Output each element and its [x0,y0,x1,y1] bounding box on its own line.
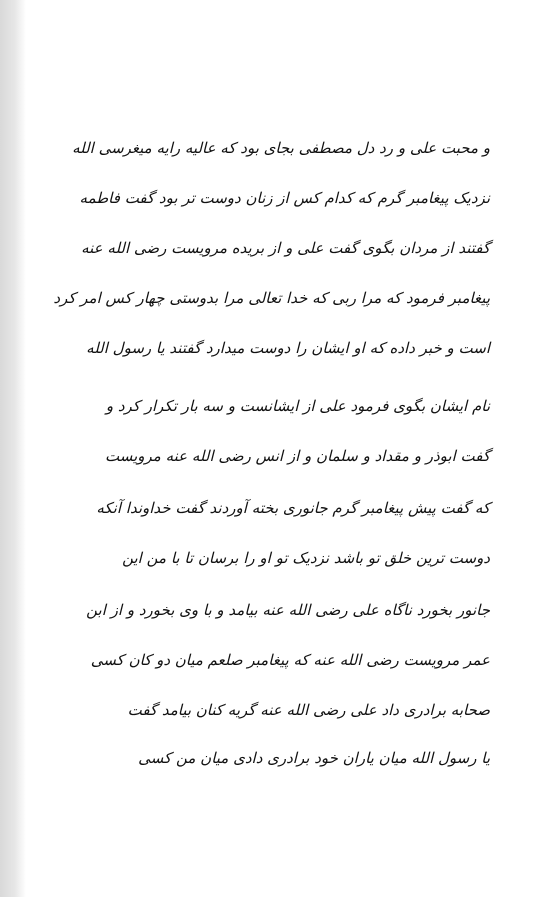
manuscript-line-8: که گفت پیش پیغامبر گرم جانوری بخته آوردند گفت خداوندا آنکه [96,499,490,517]
manuscript-line-9: دوست ترین خلق تو باشد نزدیک تو او را برسان تا با من این [122,549,490,567]
manuscript-line-2: نزدیک پیغامبر گرم که کدام کس از زنان دوست تر بود گفت فاطمه [79,189,490,207]
manuscript-line-3: گفتند از مردان بگوی گفت علی و از بریده مرویست رضی الله عنه [81,239,490,257]
manuscript-line-6: نام ایشان بگوی فرمود علی از ایشانست و سه بار تکرار کرد و [105,397,490,415]
manuscript-line-12: صحابه برادری داد علی رضی الله عنه گریه کنان بیامد گفت [127,701,490,719]
manuscript-line-7: گفت ابوذر و مقداد و سلمان و از انس رضی الله عنه مرویست [104,447,490,465]
manuscript-line-1: و محبت علی و رد دل مصطفی بجای بود که عالیه رایه میغرسی الله [72,139,490,157]
manuscript-line-10: جانور بخورد ناگاه علی رضی الله عنه بیامد و با وی بخورد و از ابن [86,601,490,619]
manuscript-line-11: عمر مرویست رضی الله عنه که پیغامبر صلعم میان دو کان کسی [90,651,490,669]
manuscript-line-13: یا رسول الله میان یاران خود برادری دادی میان من کسی [138,749,490,767]
manuscript-text-block [40,128,490,778]
manuscript-line-4: پیغامبر فرمود که مرا ربی که خدا تعالی مرا بدوستی چهار کس امر کرد [53,289,490,307]
page-gutter-shadow [0,0,26,897]
manuscript-line-5: است و خبر داده که او ایشان را دوست میدارد گفتند یا رسول الله [86,339,490,357]
